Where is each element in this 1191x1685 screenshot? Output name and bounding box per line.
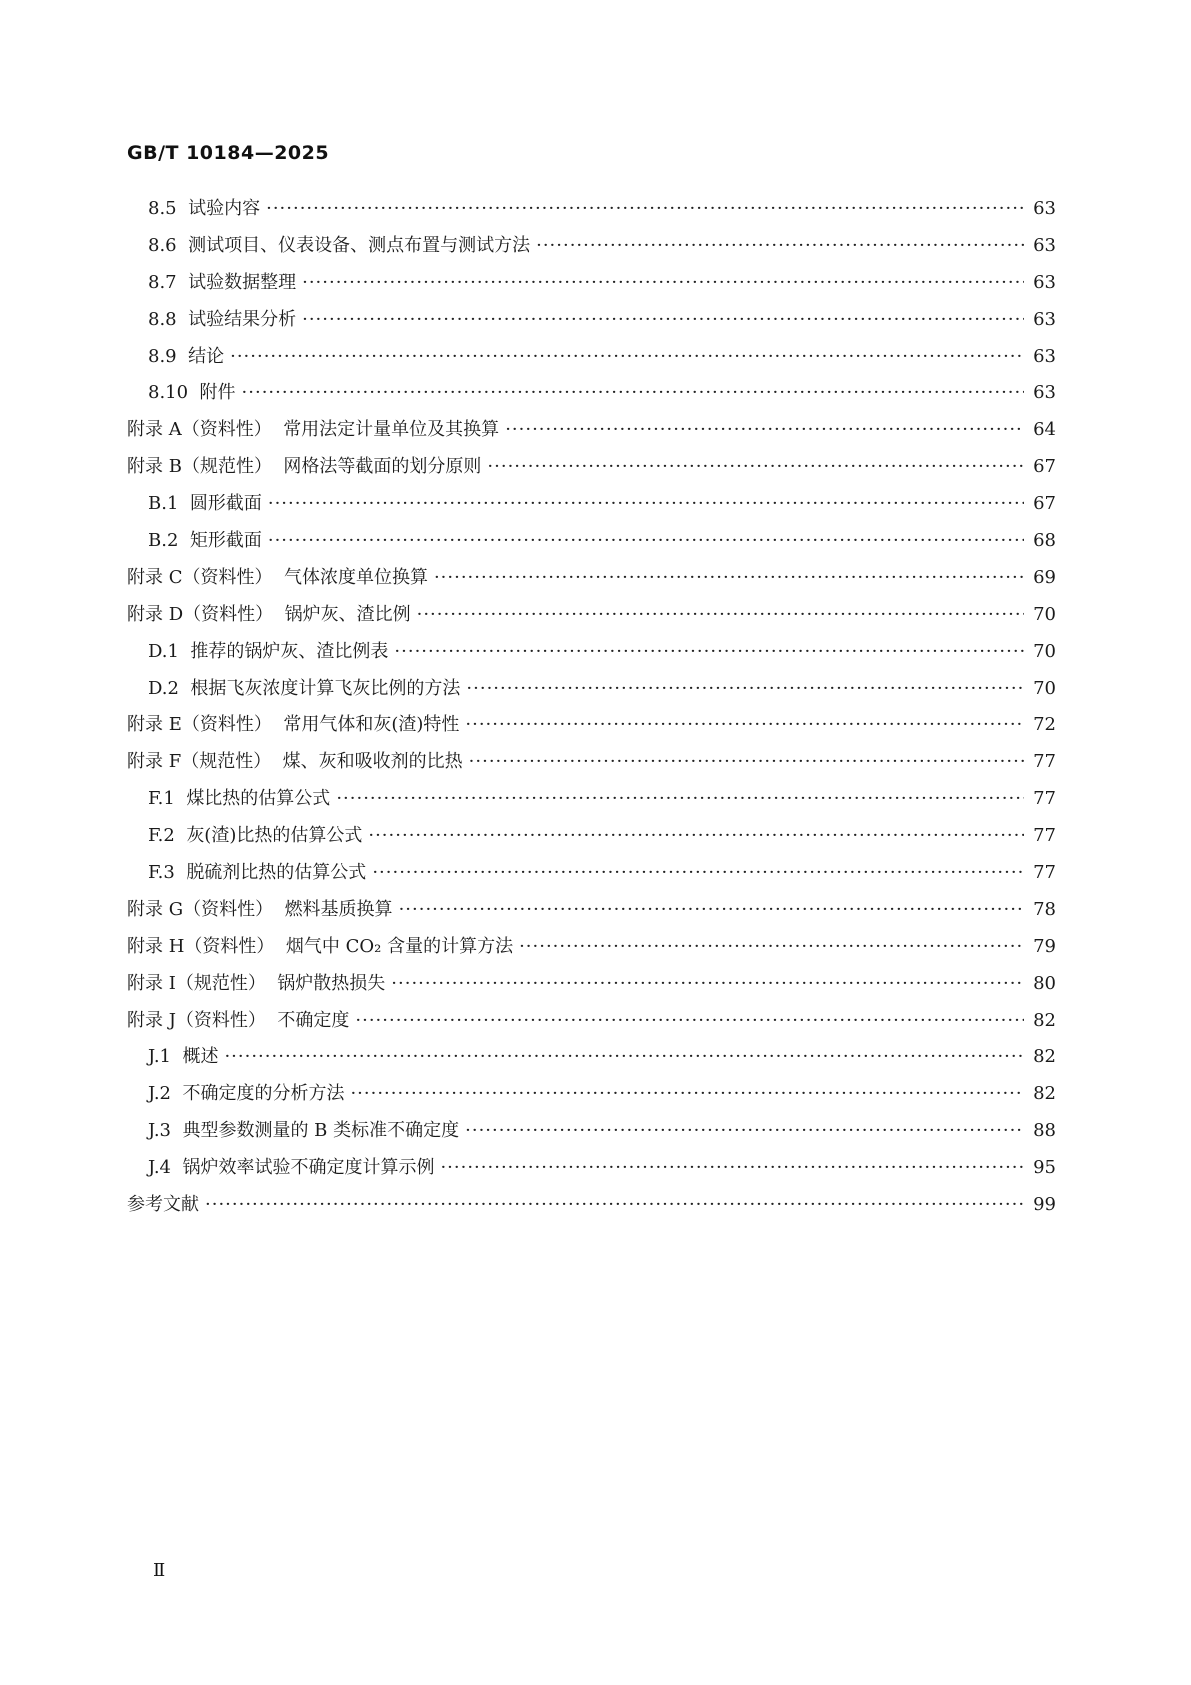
toc-entry-number: F.2 — [148, 825, 175, 847]
toc-entry[interactable] — [127, 787, 1056, 824]
toc-entry[interactable] — [127, 713, 1056, 750]
toc-entry[interactable] — [127, 750, 1056, 787]
dot-leader — [417, 603, 1024, 627]
toc-entry-page: 70 — [1033, 603, 1056, 625]
toc-entry-page: 77 — [1033, 788, 1056, 810]
dot-leader — [505, 418, 1024, 442]
dot-leader — [487, 455, 1024, 479]
toc-entry-page: 79 — [1033, 935, 1056, 957]
toc-entry-title: 常用法定计量单位及其换算 — [283, 419, 500, 441]
toc-entry-title: 锅炉效率试验不确定度计算示例 — [182, 1157, 435, 1179]
toc-entry[interactable] — [127, 455, 1056, 492]
toc-entry-page: 67 — [1033, 456, 1056, 478]
toc-entry[interactable] — [127, 566, 1056, 603]
toc-entry[interactable] — [127, 1119, 1056, 1156]
toc-entry-label — [127, 898, 393, 922]
toc-entry-title: 烟气中 CO₂ 含量的计算方法 — [285, 935, 514, 957]
toc-entry-number: D.1 — [148, 640, 179, 662]
toc-entry-number: 附录 J（资料性） — [127, 1009, 266, 1031]
toc-entry-label — [148, 640, 388, 664]
toc-entry-title: 不确定度的分析方法 — [182, 1083, 345, 1105]
toc-entry[interactable] — [127, 935, 1056, 972]
toc-entry-page: 63 — [1033, 382, 1056, 404]
toc-entry-title: 参考文献 — [127, 1194, 199, 1216]
dot-leader — [242, 381, 1024, 405]
toc-entry[interactable] — [127, 197, 1056, 234]
toc-entry-number: J.2 — [148, 1083, 171, 1105]
toc-entry-title: 测试项目、仪表设备、测点布置与测试方法 — [188, 234, 531, 256]
toc-entry-label — [127, 1009, 349, 1033]
toc-entry[interactable] — [127, 677, 1056, 714]
toc-entry-title: 圆形截面 — [189, 493, 262, 515]
toc-entry[interactable] — [127, 861, 1056, 898]
toc-entry[interactable] — [127, 1193, 1056, 1230]
toc-entry-page: 77 — [1033, 825, 1056, 847]
toc-entry[interactable] — [127, 308, 1056, 345]
toc-entry-title: 灰(渣)比热的估算公式 — [186, 825, 363, 847]
dot-leader — [536, 234, 1024, 258]
toc-entry-label — [148, 1045, 218, 1069]
toc-entry-label — [148, 677, 460, 701]
toc-entry-label — [148, 861, 366, 885]
toc-entry-label — [148, 1082, 344, 1106]
toc-entry-label — [148, 381, 236, 405]
toc-entry-page: 82 — [1033, 1009, 1056, 1031]
toc-entry-title: 锅炉散热损失 — [277, 972, 386, 994]
toc-entry-number: 附录 C（资料性） — [127, 566, 273, 588]
toc-entry-label — [148, 787, 330, 811]
toc-entry-page: 67 — [1033, 493, 1056, 515]
dot-leader — [434, 566, 1024, 590]
toc-entry-label — [127, 713, 459, 737]
toc-entry-label — [148, 492, 262, 516]
dot-leader — [268, 492, 1024, 516]
toc-entry-page: 78 — [1033, 898, 1056, 920]
toc-entry[interactable] — [127, 1156, 1056, 1193]
dot-leader — [465, 713, 1024, 737]
toc-entry-title: 概述 — [182, 1046, 219, 1068]
toc-entry-title: 煤比热的估算公式 — [186, 788, 331, 810]
toc-entry-page: 77 — [1033, 862, 1056, 884]
dot-leader — [440, 1156, 1024, 1180]
toc-entry-title: 矩形截面 — [189, 530, 262, 552]
toc-entry-title: 典型参数测量的 B 类标准不确定度 — [182, 1120, 460, 1142]
dot-leader — [205, 1193, 1024, 1217]
toc-entry-page: 63 — [1033, 198, 1056, 219]
dot-leader — [336, 787, 1024, 811]
toc-entry-title: 推荐的锅炉灰、渣比例表 — [190, 640, 389, 662]
toc-entry-page: 68 — [1033, 530, 1056, 552]
toc-entry-number: J.3 — [148, 1120, 171, 1142]
dot-leader — [465, 1119, 1024, 1143]
dot-leader — [391, 972, 1024, 996]
toc-entry-title: 试验内容 — [188, 198, 261, 219]
toc-entry-number: 8.10 — [148, 382, 189, 404]
toc-entry-title: 试验数据整理 — [188, 271, 297, 293]
toc-entry-number: 8.7 — [148, 271, 177, 293]
toc-entry-label — [148, 345, 224, 369]
toc-entry[interactable] — [127, 492, 1056, 529]
toc-entry-label — [127, 750, 463, 774]
toc-entry-label — [148, 824, 362, 848]
toc-entry[interactable] — [127, 381, 1056, 418]
toc-entry-title: 煤、灰和吸收剂的比热 — [282, 751, 463, 773]
toc-entry-number: 8.6 — [148, 234, 177, 256]
toc-entry-number: J.4 — [148, 1157, 171, 1179]
toc-entry-number: 附录 I（规范性） — [127, 972, 266, 994]
toc-entry-label — [127, 603, 411, 627]
toc-entry-number: B.2 — [148, 530, 179, 552]
toc-entry[interactable] — [127, 234, 1056, 271]
toc-entry-label — [127, 1193, 199, 1217]
toc-entry-label — [127, 935, 513, 959]
toc-entry-number: J.1 — [148, 1046, 171, 1068]
toc-entry[interactable] — [127, 529, 1056, 566]
toc-entry[interactable] — [127, 972, 1056, 1009]
toc-entry[interactable] — [127, 824, 1056, 861]
toc-entry-number: 附录 G（资料性） — [127, 898, 274, 920]
dot-leader — [469, 750, 1024, 774]
toc-entry-number: F.1 — [148, 788, 175, 810]
toc-entry-number: F.3 — [148, 862, 175, 884]
toc-entry-page: 70 — [1033, 677, 1056, 699]
dot-leader — [355, 1009, 1024, 1033]
toc-entry-page: 64 — [1033, 419, 1056, 441]
dot-leader — [368, 824, 1024, 848]
toc-entry-number: 附录 A（资料性） — [127, 419, 272, 441]
document-id: GB/T 10184—2025 — [127, 142, 330, 164]
dot-leader — [230, 345, 1024, 369]
toc-entry[interactable] — [127, 271, 1056, 308]
toc-entry[interactable] — [127, 1045, 1056, 1082]
toc-entry-title: 不确定度 — [277, 1009, 350, 1031]
toc-entry-page: 63 — [1033, 234, 1056, 256]
toc-entry-label — [148, 308, 296, 332]
toc-entry-page: 63 — [1033, 271, 1056, 293]
toc-entry-label — [127, 455, 481, 479]
toc-entry-title: 常用气体和灰(渣)特性 — [283, 714, 460, 736]
toc-entry-title: 结论 — [188, 345, 225, 367]
toc-entry[interactable] — [127, 1082, 1056, 1119]
toc-entry[interactable] — [127, 603, 1056, 640]
toc-entry-number: 附录 H（资料性） — [127, 935, 275, 957]
toc-entry-title: 附件 — [199, 382, 236, 404]
toc-entry-number: 附录 B（规范性） — [127, 456, 272, 478]
toc-entry-number: 附录 E（资料性） — [127, 714, 272, 736]
toc-entry[interactable] — [127, 640, 1056, 677]
toc-entry-page: 77 — [1033, 751, 1056, 773]
toc-entry-number: D.2 — [148, 677, 179, 699]
toc-entry-page: 99 — [1033, 1194, 1056, 1216]
toc-entry-page: 70 — [1033, 640, 1056, 662]
toc-entry-title: 气体浓度单位换算 — [283, 566, 428, 588]
toc-entry-number: 8.9 — [148, 345, 177, 367]
toc-entry-title: 根据飞灰浓度计算飞灰比例的方法 — [190, 677, 461, 699]
table-of-contents — [127, 197, 1056, 1230]
toc-entry-label — [127, 972, 385, 996]
toc-entry[interactable] — [127, 1009, 1056, 1046]
toc-entry-page: 63 — [1033, 345, 1056, 367]
toc-entry-title: 燃料基质换算 — [284, 898, 393, 920]
dot-leader — [519, 935, 1024, 959]
dot-leader — [266, 197, 1024, 221]
toc-entry-label — [148, 234, 530, 258]
toc-entry[interactable] — [127, 898, 1056, 935]
dot-leader — [350, 1082, 1024, 1106]
dot-leader — [466, 677, 1024, 701]
dot-leader — [224, 1045, 1024, 1069]
dot-leader — [394, 640, 1024, 664]
toc-entry-number: 8.8 — [148, 308, 177, 330]
dot-leader — [302, 271, 1024, 295]
toc-entry-page: 82 — [1033, 1083, 1056, 1105]
toc-entry[interactable] — [127, 418, 1056, 455]
toc-entry-page: 63 — [1033, 308, 1056, 330]
toc-entry-page: 80 — [1033, 972, 1056, 994]
toc-entry-page: 72 — [1033, 714, 1056, 736]
toc-entry-number: 附录 F（规范性） — [127, 751, 272, 773]
toc-entry-label — [148, 271, 296, 295]
toc-entry-title: 锅炉灰、渣比例 — [284, 603, 411, 625]
toc-entry-label — [148, 1119, 459, 1143]
toc-entry-label — [127, 418, 499, 442]
toc-entry-page: 95 — [1033, 1157, 1056, 1179]
toc-entry-title: 网格法等截面的划分原则 — [283, 456, 482, 478]
dot-leader — [372, 861, 1024, 885]
toc-entry-page: 69 — [1033, 566, 1056, 588]
toc-entry-title: 脱硫剂比热的估算公式 — [186, 862, 367, 884]
toc-entry-number: B.1 — [148, 493, 179, 515]
toc-entry-number: 8.5 — [148, 198, 177, 219]
toc-entry-label — [148, 529, 262, 553]
toc-entry-number: 附录 D（资料性） — [127, 603, 274, 625]
dot-leader — [268, 529, 1024, 553]
dot-leader — [302, 308, 1024, 332]
toc-entry-page: 82 — [1033, 1046, 1056, 1068]
toc-entry-title: 试验结果分析 — [188, 308, 297, 330]
toc-entry-page: 88 — [1033, 1120, 1056, 1142]
toc-entry-label — [127, 566, 428, 590]
toc-entry[interactable] — [127, 345, 1056, 382]
toc-entry-label — [148, 1156, 434, 1180]
toc-entry-label — [148, 197, 260, 221]
dot-leader — [399, 898, 1024, 922]
page-number: Ⅱ — [153, 1560, 166, 1581]
